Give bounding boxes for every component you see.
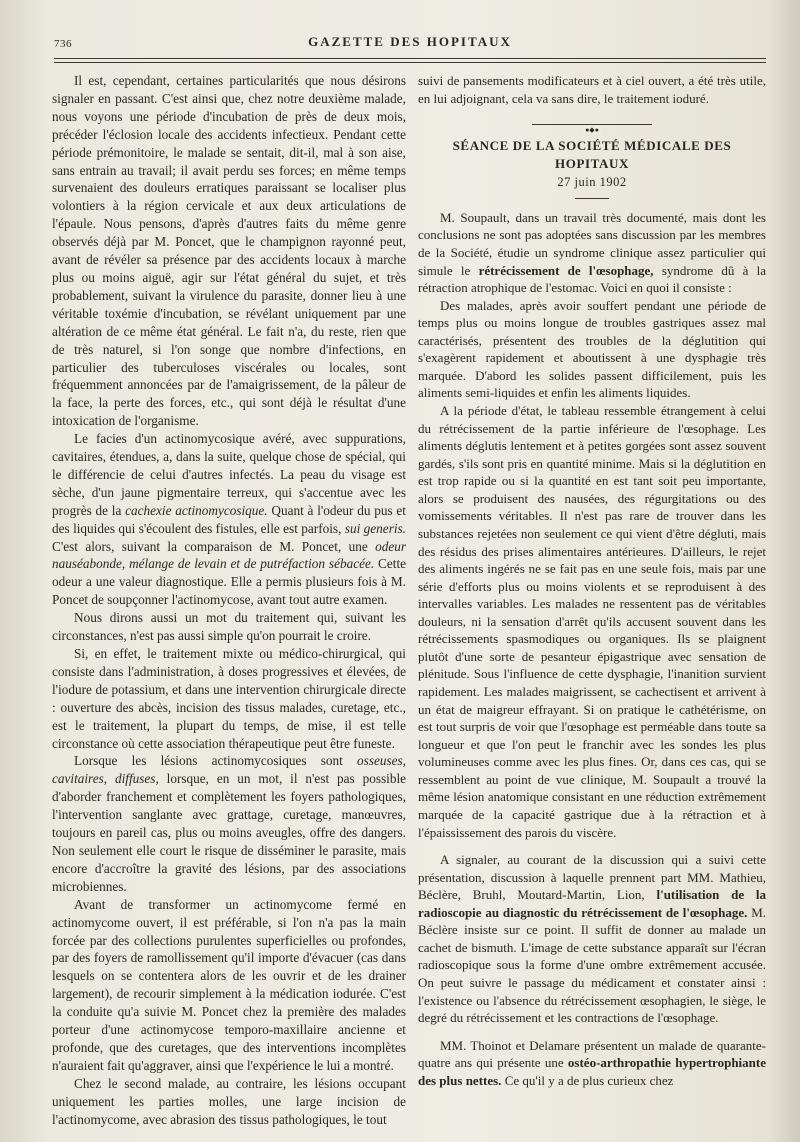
paragraph: MM. Thoinot et Delamare présentent un malade de quarante-quatre ans qui présente une ostéo-arthropathie hypertrophiante des plus nettes. Ce qu'il y a de plus curieux chez <box>418 1037 766 1088</box>
paragraph: Le facies d'un actinomycosique avéré, avec suppurations, cavitaires, étendues, a, dans la suite, quelque chose de spécial, qui le différencie de celui d'autres infectés. La peau du visage est sèche, d'un jaune pigmentaire terreux, qui s'accentue avec les progrès de la cachexie actinomycosique. Quant à l'odeur du pus et des liquides qui s'écoulent des fistules, elle est parfois, sui generis. C'est alors, suivant la comparaison de M. Poncet, une odeur nauséabonde, mélange de levain et de putréfaction sébacée. Cette odeur a une valeur diagnostique. Elle a permis plusieurs fois à M. Poncet de soupçonner l'actinomycose, avant tout autre examen. <box>52 431 407 608</box>
paragraph: A la période d'état, le tableau ressemble étrangement à celui du rétrécissement de la partie inférieure de l'œsophage. Les aliments déglutis lentement et à petites gorgées sont assez souvent gardés, s'ils sont pris en quantité minime. Mais si la déglutition en est trop rapide ou si la quantité en est tant soit peu importante, alors se produisent des nausées, des régurgitations ou des vomissements véritables. Il n'est pas rare de trouver dans les substances rejetées non seulement ce qui vient d'être dégluti, mais des résidus des prises alimentaires antérieures. D'ailleurs, le rejet des aliments ingérés ne se fait pas en une seule fois, mais par une série d'efforts plus ou moins violents et se reproduisent à des intervalles variables. Les malades ne ressentent pas de véritables douleurs, ni la sensation d'arrêt qu'ils accusent souvent dans les rétrécissements spasmodiques ou organiques. Ils se plaignent plutôt d'une sorte de pesanteur épigastrique avec sensation de plénitude. Sous l'influence de cette dysphagie, l'inanition survient rapidement. Les malades maigrissent, se cachectisent et arrivent à un état de maigreur effrayant. Si on pratique le cathétérisme, on est tout surpris de voir que l'œsophage est perméable dans toute sa longueur et que l'on peut le franchir avec les sondes les plus volumineuses comme avec les plus fines. Or, dans ces cas, qui se ressemblent au point de vue clinique, M. Soupault a trouvé la même lésion anatomique consistant en une réduction extrêmement marquée de la capacité gastrique due à la rétraction et à l'épaississement des parois du viscère. <box>418 403 766 840</box>
paragraph: suivi de pansements modificateurs et à ciel ouvert, a été très utile, en lui adjoignant, cela va sans dire, le traitement ioduré. <box>418 73 766 106</box>
ornamental-separator: ●◆● <box>532 119 652 129</box>
page-number: 736 <box>54 38 72 50</box>
right-column <box>418 72 766 1089</box>
section-date: 27 juin 1902 <box>557 175 627 190</box>
paragraph: M. Soupault, dans un travail très documenté, mais dont les conclusions ne sont pas adoptées sans discussion par les membres de la Société, étudie un syndrome clinique assez particulier qui simule le rétrécissement de l'œsophage, syndrome dû à la rétraction atrophique de l'estomac. Voici en quoi il consiste : <box>418 209 766 296</box>
journal-title: GAZETTE DES HOPITAUX <box>308 34 512 49</box>
paragraph: A signaler, au courant de la discussion qui a suivi cette présentation, discussion à laquelle prennent part MM. Mathieu, Béclère, Bruhl, Moutard-Martin, Lion, l'utilisation de la radioscopie au diagnostic du rétrécissement de l'œsophage. M. Béclère insiste sur ce point. Il suffit de donner au malade un cachet de bismuth. L'image de cette substance apparaît sur l'écran radioscopique sous la forme d'une ombre extrêmement accusée. On peut suivre le passage du médicament et constater ainsi : l'existence ou l'absence du rétrécissement œsophagien, le siège, le degré du rétrécissement et les contractions de l'œsophage. <box>418 852 767 1026</box>
paragraph: Des malades, après avoir souffert pendant une période de temps plus ou moins longue de troubles gastriques assez mal caractérisés, présentent des troubles de la déglutition qui s'exagèrent rapidement et aboutissent à une dysphagie très marquée. D'abord les solides passent difficilement, puis les aliments semi-liquides et enfin les aliments liquides. <box>418 297 766 401</box>
paragraph: Si, en effet, le traitement mixte ou médico-chirurgical, qui consiste dans l'administration, à doses progressives et élevées, de l'iodure de potassium, et dans une intervention chirurgicale directe : ouverture des abcès, incision des tissus malades, curetage, etc., est le traitement, la plupart du temps, de mise, il est telle circonstance où cette association thérapeutique peut être funeste. <box>52 646 406 751</box>
header-rule-bottom <box>54 62 766 63</box>
page-header <box>54 28 766 62</box>
section-title: SÉANCE DE LA SOCIÉTÉ MÉDICALE DES HOPITAUX <box>452 138 732 171</box>
paragraph: Nous dirons aussi un mot du traitement qui, suivant les circonstances, n'est pas aussi simple qu'on pourrait le croire. <box>52 610 406 644</box>
paragraph: Avant de transformer un actinomycome fermé en actinomycome ouvert, il est préférable, si l'on n'a pas la main forcée par des collections purulentes superficielles ou profondes, par des foyers de ramollissement qu'il importe d'évacuer (cas dans lesquels on se contentera alors de les ouvrir et de les drainer largement), de recourir simplement à la médication iodurée. C'est la conduite qu'a suivie M. Poncet chez la première des malades porteur d'une actinomycose temporo-maxillaire ancienne et profonde, que des curetages, que des interventions incomplètes n'auraient fait qu'aggraver, ainsi que l'expérience le lui a montré. <box>52 896 406 1073</box>
header-rule-top <box>54 58 766 59</box>
paragraph: Il est, cependant, certaines particularités que nous désirons signaler en passant. C'est ainsi que, chez notre deuxième malade, nous voyons une période d'incubation de près de deux mois, précéder l'éclosion locale des accidents infectieux. Pendant cette période prémonitoire, le malade se sentait, dit-il, mal à son aise, sans entrain au travail; il avait perdu ses forces; en même temps survenaient des douleurs erratiques paraissant se localiser plus volontiers à la région cervicale et aux deux articulations de l'épaule. Nous pensons, d'après d'autres faits du même genre observés déjà par M. Poncet, que le champignon rayonné peut, avant de révéler sa présence par des accidents locaux à marche plus ou moins aiguë, agir sur l'état général du sujet, et très probablement, suivant la virulence du parasite, donner lieu à une véritable toxémie d'incubation, se révélant uniquement par une altération de ce même état général. Le fait n'a, du reste, rien que de très naturel, si l'on songe que nombre d'infections, en particulier des tuberculoses viscérales ou locales, sont fréquemment annoncées par de l'amaigrissement, de la pâleur de la face, la perte des forces, etc., qui sont déjà le résultat d'une intoxication de l'organisme. <box>52 73 406 429</box>
section-rule <box>575 198 609 199</box>
paragraph: Chez le second malade, au contraire, les lésions occupant uniquement les parties molles, une large incision de l'actinomycome, avec abrasion des tissus pathologiques, le tout <box>52 1075 406 1127</box>
left-column <box>52 72 406 1128</box>
paragraph: Lorsque les lésions actinomycosiques sont osseuses, cavitaires, diffuses, lorsque, en un mot, il n'est pas possible d'aborder franchement et complètement les foyers pathologiques, l'intervention sanglante avec grattage, curetage, manœuvres, toujours en pareil cas, plus ou moins aveugles, offre des dangers. Non seulement elle court le risque de disséminer le parasite, mais encore d'accroître la gravité des lésions, par des associations microbiennes. <box>52 753 407 894</box>
